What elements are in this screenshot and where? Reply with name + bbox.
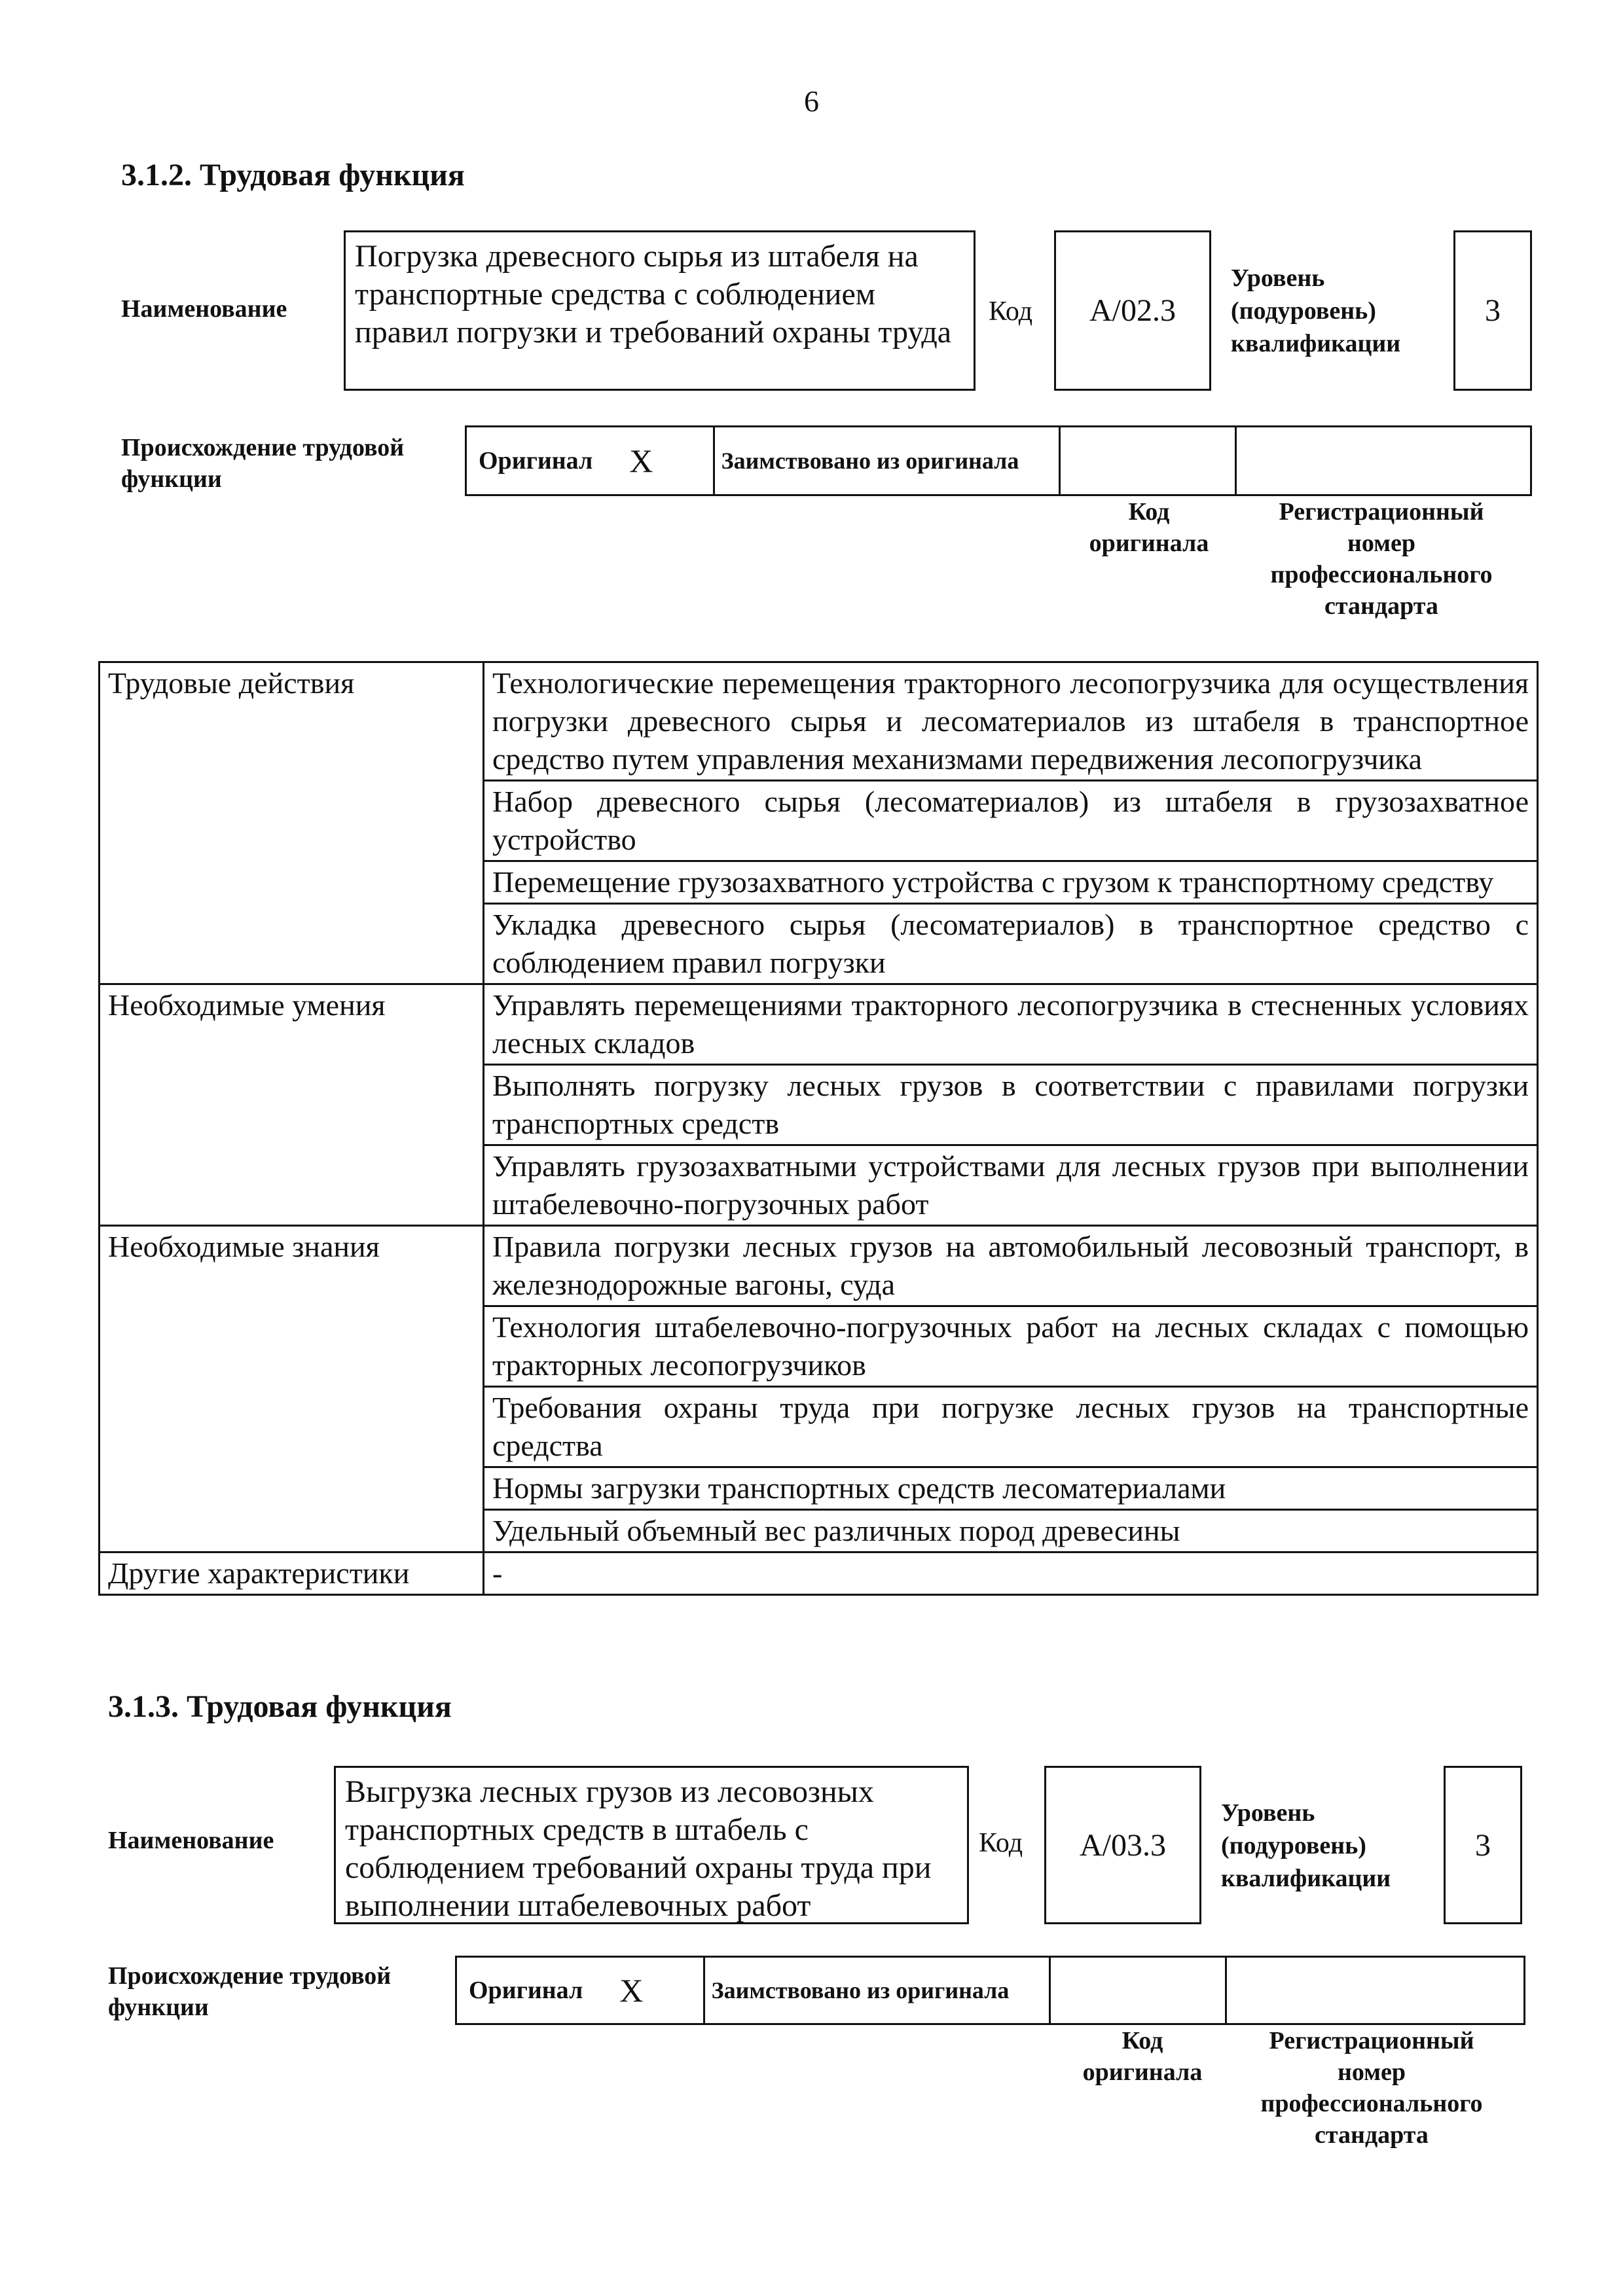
function-name-box: Выгрузка лесных грузов из лесовозных транспортных средств в штабель с соблюдением требований охраны труда при выполнении штабелевочных работ — [334, 1766, 969, 1924]
origin-reg-cell — [1227, 1958, 1523, 2023]
origin-borrowed-cell — [705, 1958, 1051, 2023]
origin-mark: X — [629, 442, 653, 479]
skill-item: Выполнять погрузку лесных грузов в соответствии с правилами погрузки транспортных средств — [484, 1065, 1538, 1145]
origin-borrowed-label: Заимствовано из оригинала — [721, 448, 1019, 474]
section-heading: 3.1.2. Трудовая функция — [121, 158, 465, 192]
page-number: 6 — [804, 84, 819, 118]
labor-action-item: Технологические перемещения тракторного лесопогрузчика для осуществления погрузки древесного сырья и лесоматериалов из штабеля в транспортное средство путем управления механизмами передвижения лесопогрузчика — [484, 662, 1538, 781]
level-label: Уровень (подуровень) квалификации — [1231, 264, 1401, 357]
table-row — [100, 662, 1538, 781]
labor-action-item: Перемещение грузозахватного устройства с грузом к транспортному средству — [484, 861, 1538, 904]
labor-actions-label: Трудовые действия — [100, 662, 484, 984]
origin-original-label: Оригинал — [479, 447, 593, 475]
origin-code-cell — [1051, 1958, 1227, 2023]
skills-label: Необходимые умения — [100, 984, 484, 1226]
origin-original-cell — [467, 427, 715, 494]
origin-borrowed-cell — [715, 427, 1061, 494]
origin-reg-cell — [1237, 427, 1530, 494]
origin-borrowed-label: Заимствовано из оригинала — [711, 1977, 1010, 2003]
section-heading: 3.1.3. Трудовая функция — [108, 1689, 452, 1724]
name-label: Наименование — [108, 1827, 274, 1854]
table-row — [100, 1226, 1538, 1306]
skill-item: Управлять грузозахватными устройствами для лесных грузов при выполнении штабелевочно-погрузочных работ — [484, 1145, 1538, 1226]
code-label: Код — [989, 296, 1033, 327]
level-value: 3 — [1444, 1766, 1522, 1924]
name-label: Наименование — [121, 295, 287, 323]
caption-original-code: Код оригинала — [1082, 2027, 1203, 2086]
caption-original-code: Код оригинала — [1089, 498, 1209, 557]
level-value: 3 — [1453, 230, 1532, 391]
origin-row — [455, 1956, 1525, 2025]
code-value: А/02.3 — [1054, 230, 1211, 391]
caption-reg-number: Регистрационный номер профессионального стандарта — [1260, 2027, 1483, 2149]
knowledge-item: Нормы загрузки транспортных средств лесоматериалами — [484, 1467, 1538, 1510]
table-row — [100, 1552, 1538, 1595]
code-label: Код — [979, 1828, 1023, 1858]
other-characteristics-value: - — [484, 1552, 1538, 1595]
table-row — [100, 984, 1538, 1065]
origin-mark: X — [619, 1972, 644, 2009]
level-label: Уровень (подуровень) квалификации — [1221, 1799, 1391, 1892]
labor-action-item: Набор древесного сырья (лесоматериалов) из штабеля в грузозахватное устройство — [484, 781, 1538, 861]
function-name-box: Погрузка древесного сырья из штабеля на транспортные средства с соблюдением правил погрузки и требований охраны труда — [344, 230, 976, 391]
skill-item: Управлять перемещениями тракторного лесопогрузчика в стесненных условиях лесных складов — [484, 984, 1538, 1065]
knowledge-item: Требования охраны труда при погрузке лесных грузов на транспортные средства — [484, 1387, 1538, 1467]
knowledge-label: Необходимые знания — [100, 1226, 484, 1552]
origin-label: Происхождение трудовой функции — [121, 434, 405, 493]
knowledge-item: Технология штабелевочно-погрузочных работ на лесных складах с помощью тракторных лесопогрузчиков — [484, 1306, 1538, 1387]
origin-row — [465, 425, 1532, 496]
knowledge-item: Правила погрузки лесных грузов на автомобильный лесовозный транспорт, в железнодорожные вагоны, суда — [484, 1226, 1538, 1306]
origin-original-cell — [457, 1958, 705, 2023]
origin-label: Происхождение трудовой функции — [108, 1962, 392, 2021]
knowledge-item: Удельный объемный вес различных пород древесины — [484, 1510, 1538, 1552]
origin-original-label: Оригинал — [469, 1977, 583, 2004]
caption-reg-number: Регистрационный номер профессионального стандарта — [1270, 498, 1493, 620]
function-details-table — [98, 661, 1539, 1596]
code-value: А/03.3 — [1044, 1766, 1201, 1924]
origin-code-cell — [1061, 427, 1237, 494]
other-characteristics-label: Другие характеристики — [100, 1552, 484, 1595]
labor-action-item: Укладка древесного сырья (лесоматериалов) в транспортное средство с соблюдением правил погрузки — [484, 904, 1538, 984]
